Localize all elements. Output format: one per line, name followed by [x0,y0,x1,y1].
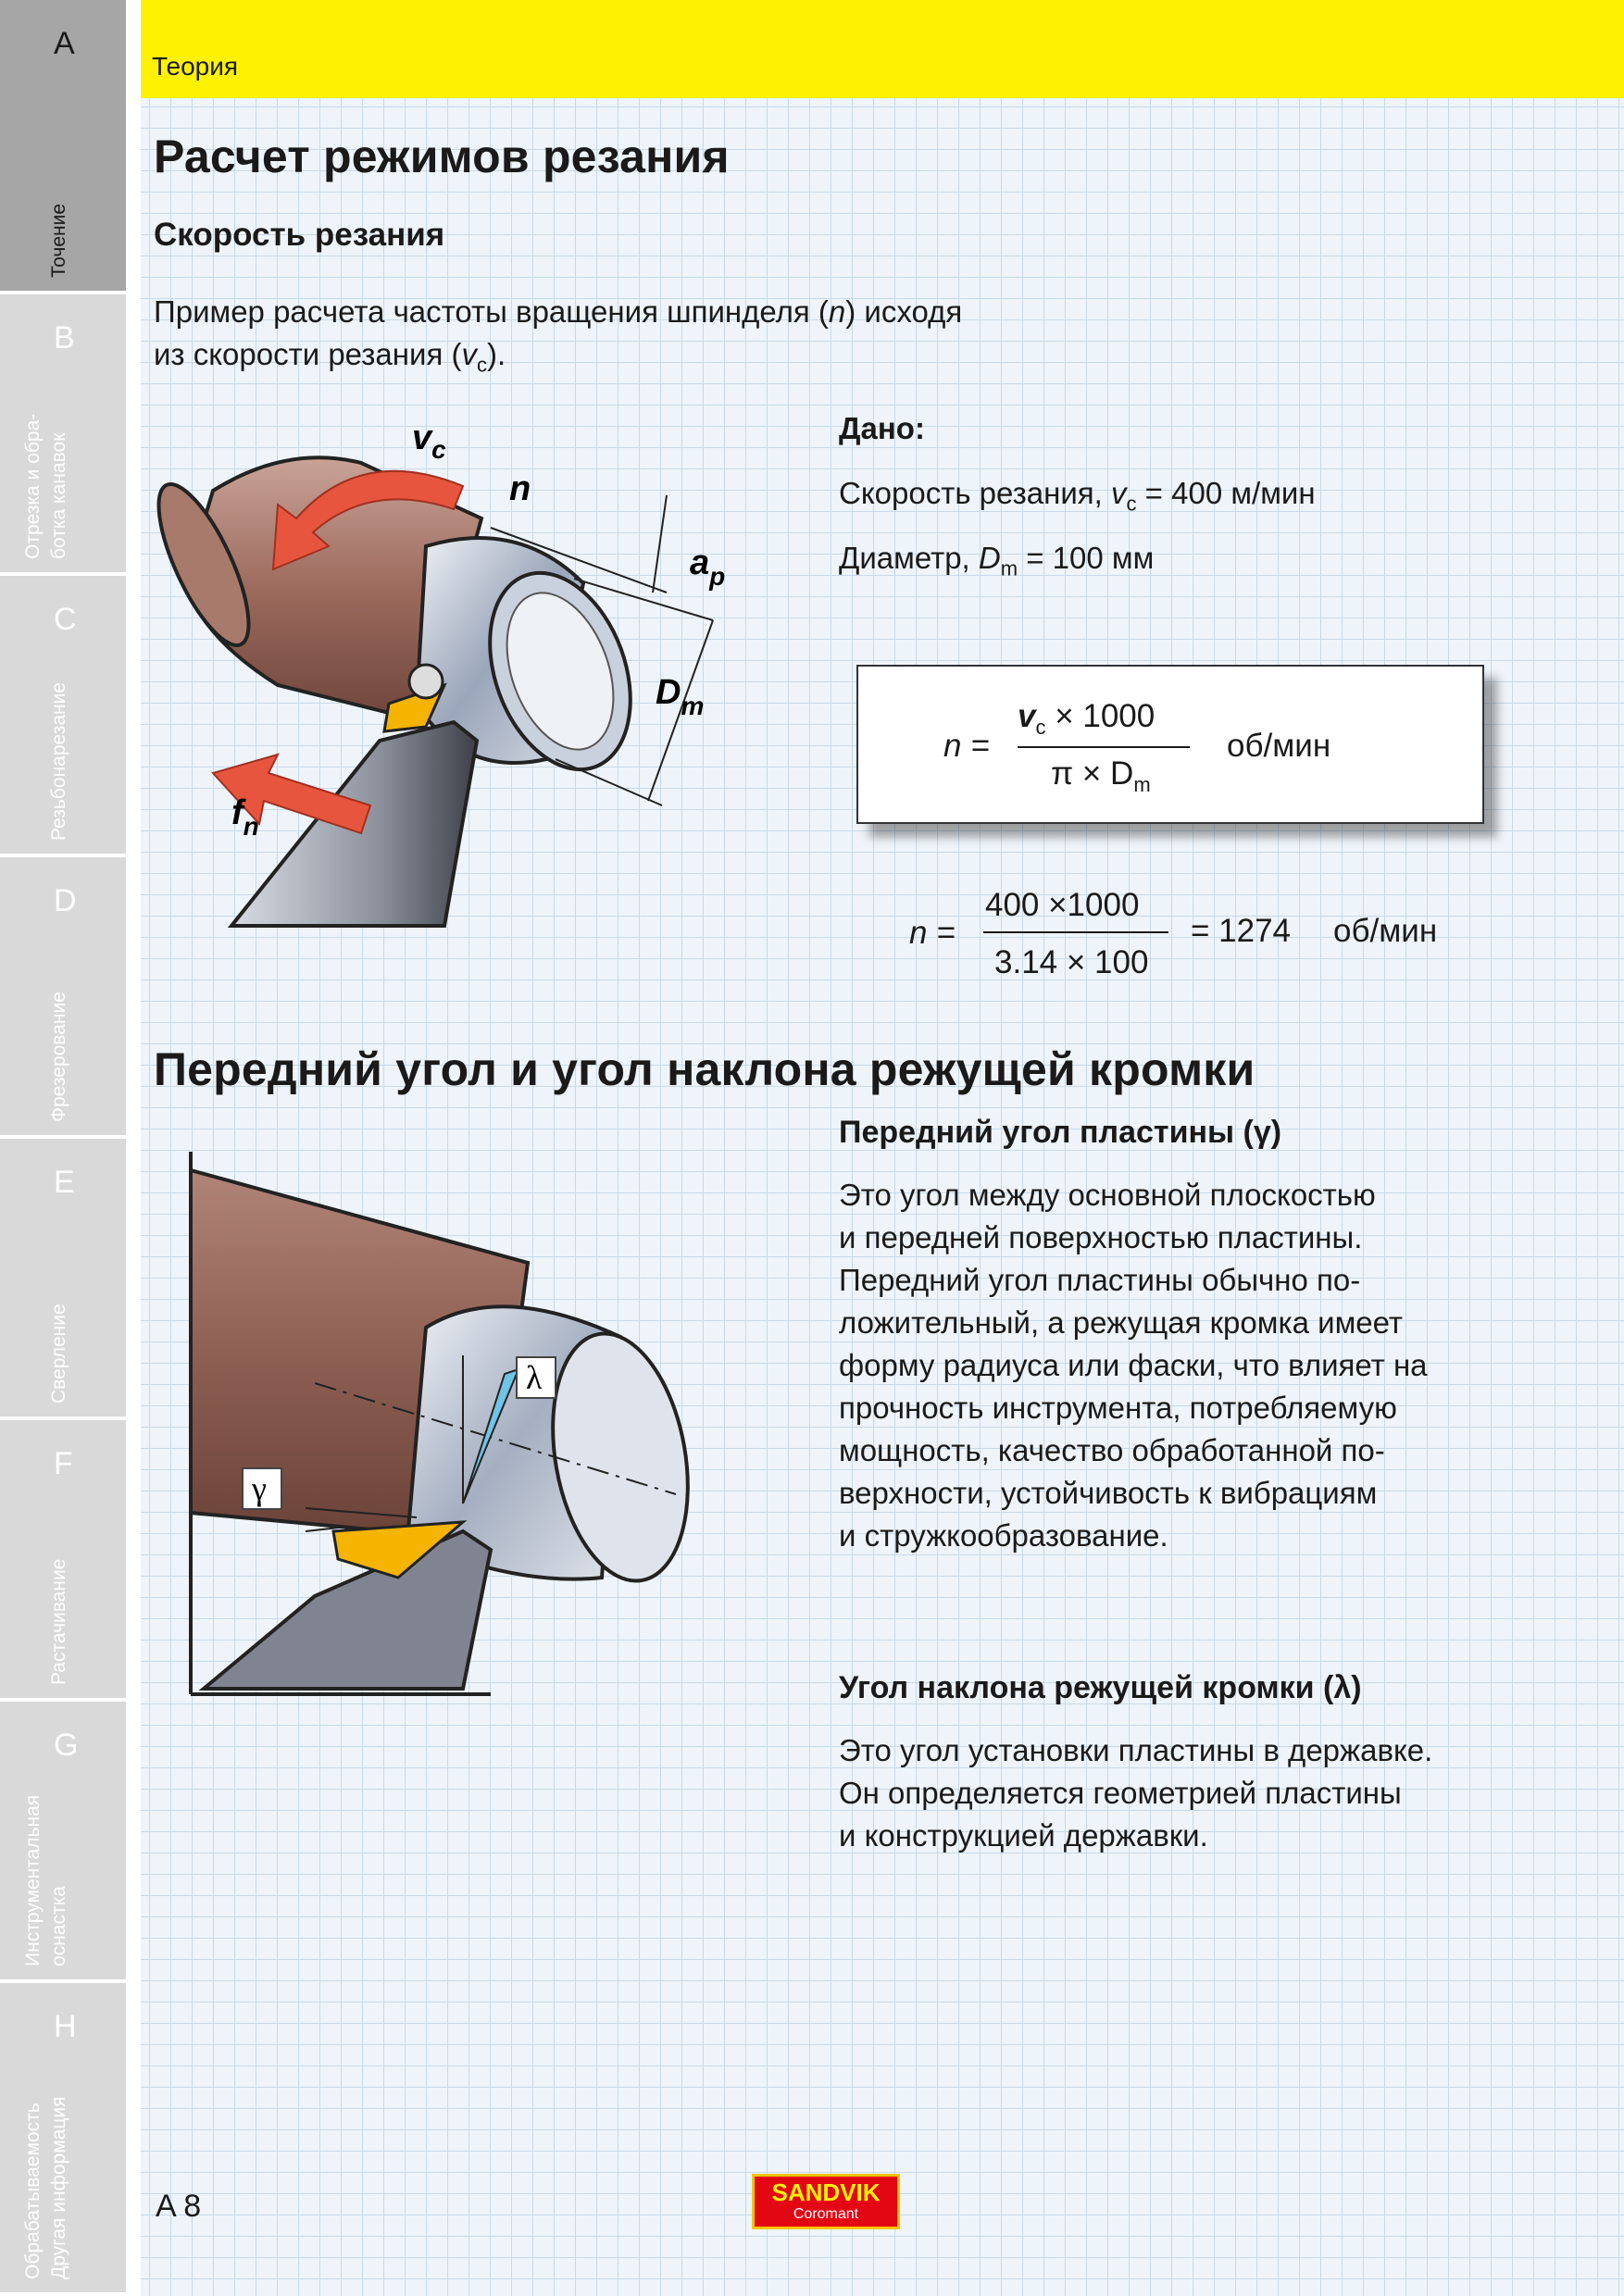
header-bar [141,0,1624,98]
tab-letter: C [54,602,77,637]
tab-label: Точение [48,203,69,278]
tab-label: Фрезерование [48,992,69,1122]
sandvik-logo: SANDVIK Coromant [752,2174,900,2229]
tab-letter: A [54,26,75,61]
gamma-label: γ [252,1470,267,1507]
tab-label: Сверление [48,1304,69,1404]
formula-fraction-bar [1018,746,1190,748]
tab-label: Резьбонарезание [48,681,69,841]
tab-section-a[interactable] [0,0,126,294]
tab-section-d[interactable] [0,857,126,1139]
tab-section-c[interactable] [0,576,126,857]
inclination-text [839,1729,1432,1857]
formula-lhs: n = [943,728,990,764]
tab-letter: D [54,883,77,918]
rake-text [839,1174,1428,1557]
dm-label: $D_m$ [656,673,705,720]
calc-lhs: n = [909,915,956,951]
tab-letter: F [54,1446,73,1481]
given-diameter: Диаметр, $D_m = 100$ мм [839,541,1155,580]
tab-section-b[interactable] [0,294,126,576]
calc-fraction-bar [983,931,1168,933]
vc-label: $v_c$ [412,418,446,464]
ap-label: $a_p$ [690,543,726,591]
tab-letter: G [54,1728,79,1763]
tab-letter: E [54,1165,75,1200]
section1-title: Расчет режимов резания [154,131,730,182]
calc-result: = 1274 [1191,913,1292,949]
tab-label: Обрабатываемость Другая информация [22,2096,69,2279]
tab-letter: H [54,2009,77,2044]
formula-unit: об/мин [1227,728,1331,764]
tab-section-f[interactable] [0,1420,126,1702]
turning-illustration [148,407,778,963]
page-number: A 8 [156,2189,202,2224]
section2-title: Передний угол и угол наклона режущей кромки [154,1043,1255,1095]
section1-intro: Пример расчета частоты вращения шпинделя (n) исходя из скорости резания $(v_c)$. [154,294,963,377]
text-line: форму радиуса или фаски, что влияет на [839,1348,1428,1382]
text-line: и конструкцией державки. [839,1818,1208,1853]
inclination-heading: Угол наклона режущей кромки (λ) [839,1670,1362,1705]
rake-illustration [185,1152,704,1700]
header-label: Теория [152,52,239,81]
formula-box [856,665,1484,824]
lambda-label: λ [526,1359,543,1396]
text-line: Передний угол пластины обычно по- [839,1263,1361,1297]
calc-unit: об/мин [1333,913,1438,949]
text-line: и передней поверхностью пластины. [839,1220,1363,1254]
text-line: прочность инструмента, потребляемую [839,1391,1397,1425]
formula-denominator: $\pi \times D_m$ [1051,755,1151,796]
text-line: Это угол установки пластины в державке. [839,1733,1433,1767]
text-line: мощность, качество обработанной по- [839,1433,1385,1467]
rake-heading: Передний угол пластины (γ) [839,1115,1282,1150]
toolholder-shape-2 [204,1522,491,1689]
text-line: ложительный, а режущая кромка имеет [839,1305,1403,1340]
fn-label: $f_n$ [231,793,259,841]
tab-section-g[interactable] [0,1702,126,1983]
section1-subtitle: Скорость резания [154,217,445,253]
tab-label: Растачивание [48,1558,69,1685]
tab-letter: B [54,320,75,356]
text-line: Он определяется геометрией пластины [839,1776,1402,1810]
given-heading: Дано: [839,411,925,445]
tab-label: Инструментальная оснастка [22,1794,69,1966]
tab-section-h[interactable] [0,1983,126,2296]
text-line: и стружкообразование. [839,1518,1168,1553]
tab-section-e[interactable] [0,1139,126,1420]
calc-denominator: 3.14 × 100 [994,944,1149,980]
rail-divider [126,0,141,2296]
tab-label: Отрезка и обра- ботка канавок [22,413,69,559]
text-line: верхности, устойчивость к вибрациям [839,1476,1378,1510]
n-label: n [509,469,531,508]
given-speed: Скорость резания, $v_c = 400$ м/мин [839,476,1316,516]
calc-numerator: 400 ×1000 [985,887,1140,923]
formula-numerator: $v_c \times 1000$ [1018,698,1156,739]
text-line: Это угол между основной плоскостью [839,1178,1376,1212]
